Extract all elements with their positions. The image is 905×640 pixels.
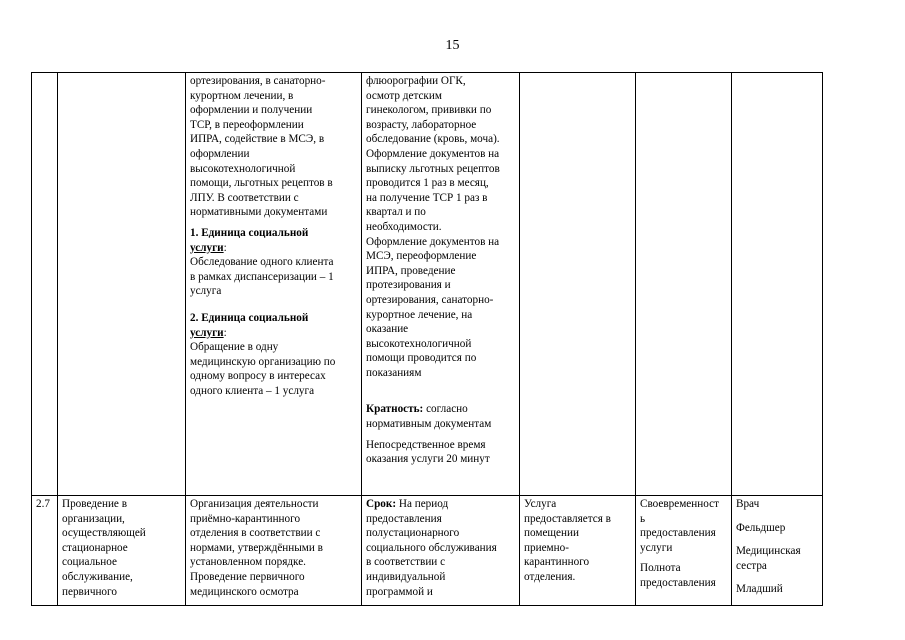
term-text <box>366 512 515 600</box>
terms-cell <box>362 73 520 496</box>
text-line: Полнота <box>640 562 681 575</box>
staff-item: Медицинская сестра <box>736 545 801 572</box>
text-line: Оформление документов на <box>366 235 500 248</box>
text-line: возрасту, лабораторное <box>366 118 477 131</box>
criteria-cell <box>636 73 732 496</box>
text-line: в соответствии с <box>366 556 446 569</box>
text-line: социального обслуживания <box>366 541 497 554</box>
text-line: обслуживание, <box>62 570 133 583</box>
text-line: приёмно-карантинного <box>190 512 301 525</box>
text-line: отделения в соответствии с <box>190 527 321 540</box>
staff-item: Фельдшер <box>736 521 786 534</box>
text-line: Обследование одного клиента <box>190 256 334 269</box>
text-line: предоставления <box>366 512 442 525</box>
text-line: ЛПУ. В соответствии с <box>190 191 299 204</box>
text-line: показаниям <box>366 366 422 379</box>
page-number: 15 <box>445 38 460 53</box>
text-line: проводится 1 раз в месяц, <box>366 177 489 190</box>
text-line: предоставления <box>640 576 716 589</box>
text-line: обследование (кровь, моча). <box>366 133 500 146</box>
text-line: Обращение в одну <box>190 341 279 354</box>
row-number-cell: 2.7 <box>32 496 58 606</box>
text-line: Проведение первичного <box>190 570 305 583</box>
text-line: медицинского осмотра <box>190 585 299 598</box>
text-line: нормами, утверждёнными в <box>190 541 323 554</box>
unit-description <box>190 255 357 299</box>
text-line: ТСР, в переоформлении <box>190 118 304 131</box>
unit-heading: 1. Единица социальной услуги: <box>190 226 309 254</box>
text-line: ортезирования, санаторно- <box>366 293 494 306</box>
conditions-cell <box>520 73 636 496</box>
text-line: Организация деятельности <box>190 498 319 510</box>
description-lines <box>190 74 357 220</box>
staff-cell <box>732 496 823 606</box>
text-line: ИПРА, содействие в МСЭ, в <box>190 133 325 146</box>
text-line: социальное <box>62 556 117 569</box>
text-line: необходимости. <box>366 220 442 233</box>
text-line: одному вопросу в интересах <box>190 370 326 383</box>
text-line: гинекологом, прививки по <box>366 104 492 117</box>
text-line: программой и <box>366 585 433 598</box>
text-line: медицинскую организацию по <box>190 355 336 368</box>
row-number-cell <box>32 73 58 496</box>
text-line: оказания услуги 20 минут <box>366 453 490 466</box>
service-name-cell <box>58 496 186 606</box>
text-line: оказание <box>366 323 409 336</box>
text-line: Непосредственное время <box>366 438 486 451</box>
text-line: курортное лечение, на <box>366 308 473 321</box>
text-line: приемно- <box>524 541 569 554</box>
text-line: услуга <box>190 285 222 298</box>
text-line: первичного <box>62 585 117 598</box>
service-name-cell <box>58 73 186 496</box>
text-line: высокотехнологичной <box>366 337 472 350</box>
text-line: выписку льготных рецептов <box>366 162 500 175</box>
text-line: в рамках диспансеризации – 1 <box>190 270 334 283</box>
text-line: полустационарного <box>366 527 460 540</box>
text-line: Оформление документов на <box>366 147 500 160</box>
table-row <box>32 73 823 496</box>
text-line: помощи проводится по <box>366 352 477 365</box>
conditions-cell <box>520 496 636 606</box>
text-line: осмотр детским <box>366 89 442 102</box>
text-line: ортезирования, в санаторно- <box>190 75 326 87</box>
text-line: осуществляющей <box>62 527 146 540</box>
text-line: индивидуальной <box>366 570 446 583</box>
terms-text <box>366 74 515 380</box>
direct-time <box>366 438 515 467</box>
text-line: предоставления <box>640 527 716 540</box>
text-line: квартал и по <box>366 206 426 219</box>
service-description-cell <box>186 73 362 496</box>
staff-item: Врач <box>736 498 760 510</box>
unit-description <box>190 340 357 398</box>
text-line: МСЭ, переоформление <box>366 250 477 263</box>
criteria-cell <box>636 496 732 606</box>
text-line: помещении <box>524 527 579 540</box>
text-line: Услуга <box>524 498 557 510</box>
staff-item: Младший <box>736 583 783 596</box>
text-line: нормативными документами <box>190 206 328 219</box>
text-line: курортном лечении, в <box>190 89 294 102</box>
text-line: помощи, льготных рецептов в <box>190 177 333 190</box>
text-line: отделения. <box>524 570 576 583</box>
text-line: протезирования и <box>366 279 451 292</box>
text-line: оформлении и получении <box>190 104 313 117</box>
frequency: Кратность: согласно нормативным документам <box>366 403 492 431</box>
criterion-completeness <box>640 561 727 590</box>
text-line: флюорографии ОГК, <box>366 75 466 87</box>
text-line: ь <box>640 512 646 525</box>
text-line: Своевременност <box>640 498 719 510</box>
text-line: на получение ТСР 1 раз в <box>366 191 488 204</box>
text-line: оформлении <box>190 147 250 160</box>
text-line: установленном порядке. <box>190 556 306 569</box>
text-line: организации, <box>62 512 125 525</box>
terms-cell: Срок: На период предоставления полустационарного социального обслуживания в соответствии с индивидуальной программой и <box>362 496 520 606</box>
text-line: Проведение в <box>62 498 127 510</box>
staff-cell <box>732 73 823 496</box>
service-description-cell <box>186 496 362 606</box>
table-row <box>32 496 823 606</box>
unit-heading: 2. Единица социальной услуги: <box>190 311 309 339</box>
text-line: одного клиента – 1 услуга <box>190 384 315 397</box>
services-table <box>31 72 823 606</box>
text-line: услуги <box>640 541 673 554</box>
text-line: стационарное <box>62 541 128 554</box>
text-line: предоставляется в <box>524 512 611 525</box>
text-line: высокотехнологичной <box>190 162 296 175</box>
text-line: ИПРА, проведение <box>366 264 456 277</box>
text-line: карантинного <box>524 556 590 569</box>
criterion-timeliness <box>640 497 727 555</box>
